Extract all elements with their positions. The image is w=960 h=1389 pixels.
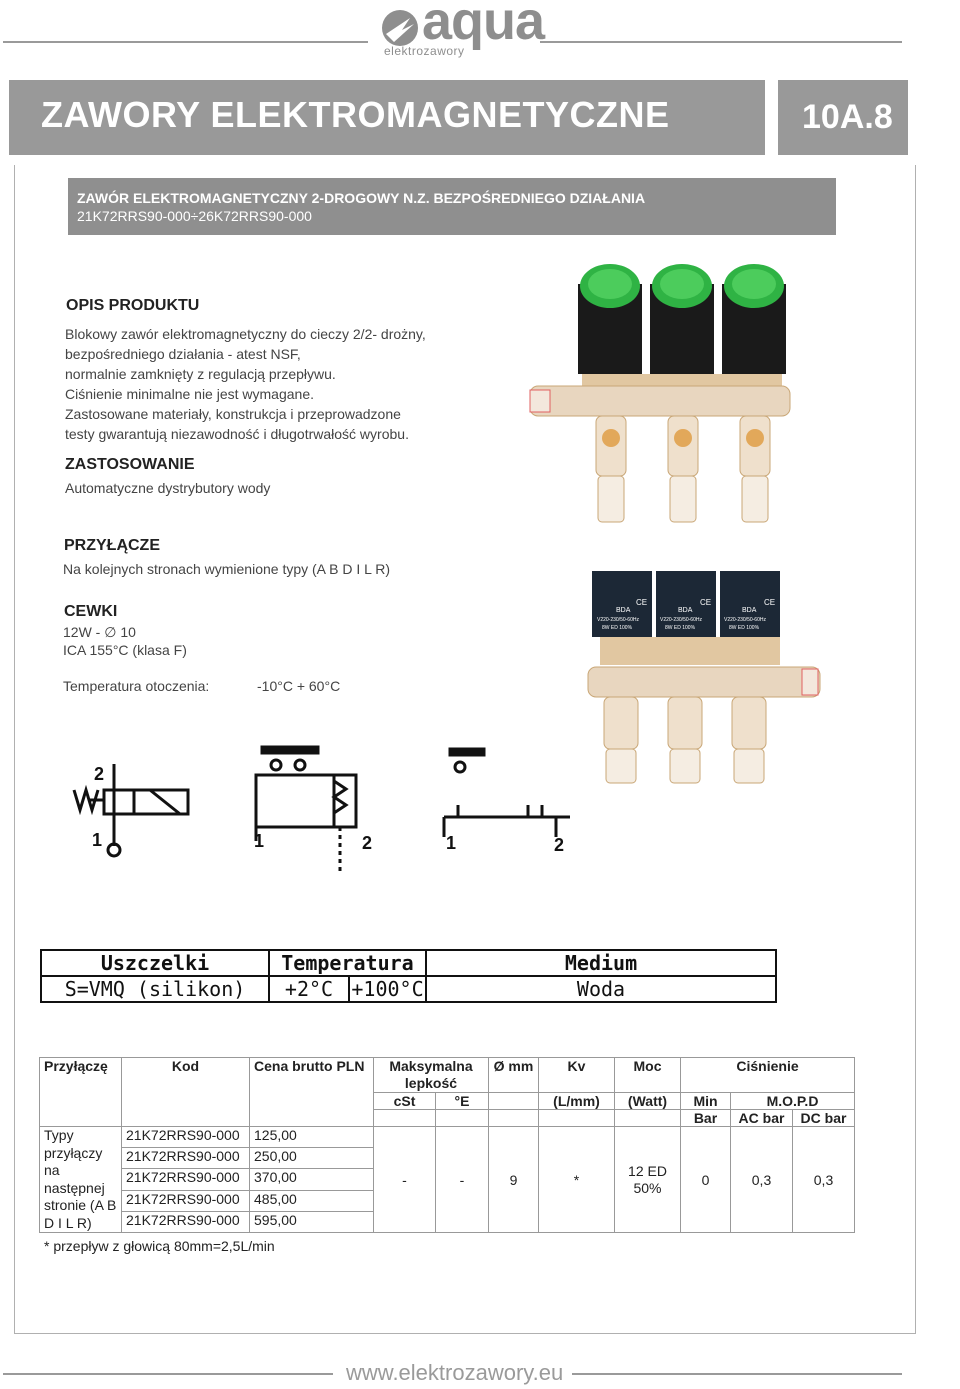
port-1-label: 1 [254, 831, 265, 851]
coil-voltage: V220-230/50-60Hz [597, 617, 639, 623]
spec-price: 595,00 [250, 1211, 374, 1232]
spec-h-viscosity: Maksymalna lepkość [374, 1058, 489, 1093]
title-bar [9, 80, 765, 155]
description-text [65, 324, 426, 444]
page-number: 10A.8 [802, 98, 893, 136]
connection-text: Na kolejnych stronach wymienione typy (A B D I L R) [63, 561, 391, 577]
legend-header-medium: Medium [426, 950, 776, 976]
spec-table [39, 1057, 855, 1233]
header-rule-right [540, 41, 902, 43]
navy-coil-3 [720, 571, 780, 637]
logo-subtitle: elektrozawory [384, 44, 465, 58]
spec-cst: - [374, 1127, 436, 1233]
spec-h-cst: cSt [374, 1093, 436, 1110]
valve-photo-green [522, 262, 822, 530]
green-coil-3 [722, 264, 786, 374]
coils-line2: ICA 155°C (klasa F) [63, 642, 187, 658]
spec-h-min: Min [681, 1093, 731, 1110]
spec-h-bar: Bar [681, 1110, 731, 1127]
footer-rule-left [3, 1373, 333, 1375]
footer-url-link[interactable]: www.elektrozawory.eu [346, 1360, 564, 1385]
spec-h-power-unit: (Watt) [615, 1093, 681, 1110]
spec-dc: 0,3 [793, 1127, 855, 1233]
port-2-label: 2 [362, 833, 373, 853]
coil-duty: 8W ED 100% [729, 625, 760, 631]
spec-price: 370,00 [250, 1169, 374, 1190]
port-2-label: 2 [554, 835, 565, 855]
description-line: Zastosowane materiały, konstrukcja i przeprowadzone [65, 406, 401, 422]
navy-coil-2 [656, 571, 716, 637]
spec-diameter: 9 [489, 1127, 539, 1233]
coil-voltage: V220-230/50-60Hz [660, 617, 702, 623]
page-number-box [778, 80, 908, 155]
page-title: ZAWORY ELEKTROMAGNETYCZNE [41, 94, 670, 135]
legend-medium: Woda [426, 976, 776, 1002]
connection-heading: PRZYŁĄCZE [64, 537, 160, 554]
product-subheader [68, 178, 836, 235]
coils-heading: CEWKI [64, 603, 118, 620]
coil-brand: BDA [678, 607, 693, 614]
coil-voltage: V220-230/50-60Hz [724, 617, 766, 623]
spec-h-power: Moc [615, 1058, 681, 1093]
port-1-label: 1 [446, 833, 457, 853]
spec-h-engler: °E [436, 1093, 489, 1110]
spec-code: 21K72RRS90-000 [122, 1148, 250, 1169]
coil-duty: 8W ED 100% [665, 625, 696, 631]
description-line: testy gwarantują niezawodność i długotrwałość wyrobu. [65, 426, 409, 442]
legend-header-seals: Uszczelki [41, 950, 269, 976]
spec-min: 0 [681, 1127, 731, 1233]
spec-code: 21K72RRS90-000 [122, 1211, 250, 1232]
port-2-label: 2 [94, 764, 105, 784]
ambient-temp-value: -10°C + 60°C [257, 678, 341, 694]
logo-word: aqua [422, 0, 545, 51]
valve-photo-navy [580, 565, 825, 787]
description-line: bezpośredniego działania - atest NSF, [65, 346, 301, 362]
subheader-line2: 21K72RRS90-000÷26K72RRS90-000 [77, 208, 312, 224]
spec-power: 12 ED 50% [615, 1127, 681, 1233]
coil-ce-mark: CE [764, 598, 776, 607]
valve-symbol-solenoid [70, 760, 200, 860]
spec-code: 21K72RRS90-000 [122, 1169, 250, 1190]
spec-code: 21K72RRS90-000 [122, 1190, 250, 1211]
spec-h-price: Cena brutto PLN [250, 1058, 374, 1127]
description-heading: OPIS PRODUKTU [66, 297, 200, 314]
spec-price: 125,00 [250, 1127, 374, 1148]
header-rule-left [3, 41, 368, 43]
legend-seal: S=VMQ (silikon) [41, 976, 269, 1002]
spec-h-mopd: M.O.P.D [731, 1093, 855, 1110]
coil-duty: 8W ED 100% [602, 625, 633, 631]
spec-h-dc: DC bar [793, 1110, 855, 1127]
port-1-label: 1 [92, 830, 103, 850]
logo [378, 0, 545, 60]
valve-symbol-coil-block [250, 745, 380, 875]
spec-footnote: * przepływ z głowicą 80mm=2,5L/min [44, 1238, 275, 1254]
legend-temp-min: +2°C [269, 976, 349, 1002]
valve-symbol-pipe [438, 745, 578, 855]
coil-brand: BDA [616, 607, 631, 614]
spec-price: 485,00 [250, 1190, 374, 1211]
coils-line1: 12W - ∅ 10 [63, 624, 136, 640]
footer-rule-right [572, 1373, 902, 1375]
spec-h-code: Kod [122, 1058, 250, 1127]
coil-brand: BDA [742, 607, 757, 614]
navy-coil-1 [592, 571, 652, 637]
subheader-line1: ZAWÓR ELEKTROMAGNETYCZNY 2-DROGOWY N.Z. BEZPOŚREDNIEGO DZIAŁANIA [77, 190, 646, 206]
spec-h-ac: AC bar [731, 1110, 793, 1127]
spec-price: 250,00 [250, 1148, 374, 1169]
legend-header-temperature: Temperatura [269, 950, 426, 976]
seal-temp-medium-table [40, 949, 777, 1003]
description-line: Ciśnienie minimalne nie jest wymagane. [65, 386, 315, 402]
spec-kv: * [539, 1127, 615, 1233]
spec-h-diameter: Ø mm [489, 1058, 539, 1093]
green-coil-1 [578, 264, 642, 374]
description-line: normalnie zamknięty z regulacją przepływu. [65, 366, 336, 382]
spec-ac: 0,3 [731, 1127, 793, 1233]
application-heading: ZASTOSOWANIE [65, 456, 195, 473]
spec-engler: - [436, 1127, 489, 1233]
description-line: Blokowy zawór elektromagnetyczny do cieczy 2/2- drożny, [65, 326, 426, 342]
spec-type-text: Typy przyłączy na następnej stronie (A B D I L R) [40, 1127, 122, 1233]
coil-ce-mark: CE [636, 598, 648, 607]
spec-h-connection: Przyłączę [40, 1058, 122, 1127]
spec-h-kv: Kv [539, 1058, 615, 1093]
spec-h-kv-unit: (L/mm) [539, 1093, 615, 1110]
coil-ce-mark: CE [700, 598, 712, 607]
legend-temp-max: +100°C [349, 976, 426, 1002]
green-coil-2 [650, 264, 714, 374]
spec-code: 21K72RRS90-000 [122, 1127, 250, 1148]
spec-h-pressure: Ciśnienie [681, 1058, 855, 1093]
ambient-temp-label: Temperatura otoczenia: [63, 678, 210, 694]
application-text: Automatyczne dystrybutory wody [65, 480, 271, 496]
logo-mark-icon [380, 8, 420, 48]
